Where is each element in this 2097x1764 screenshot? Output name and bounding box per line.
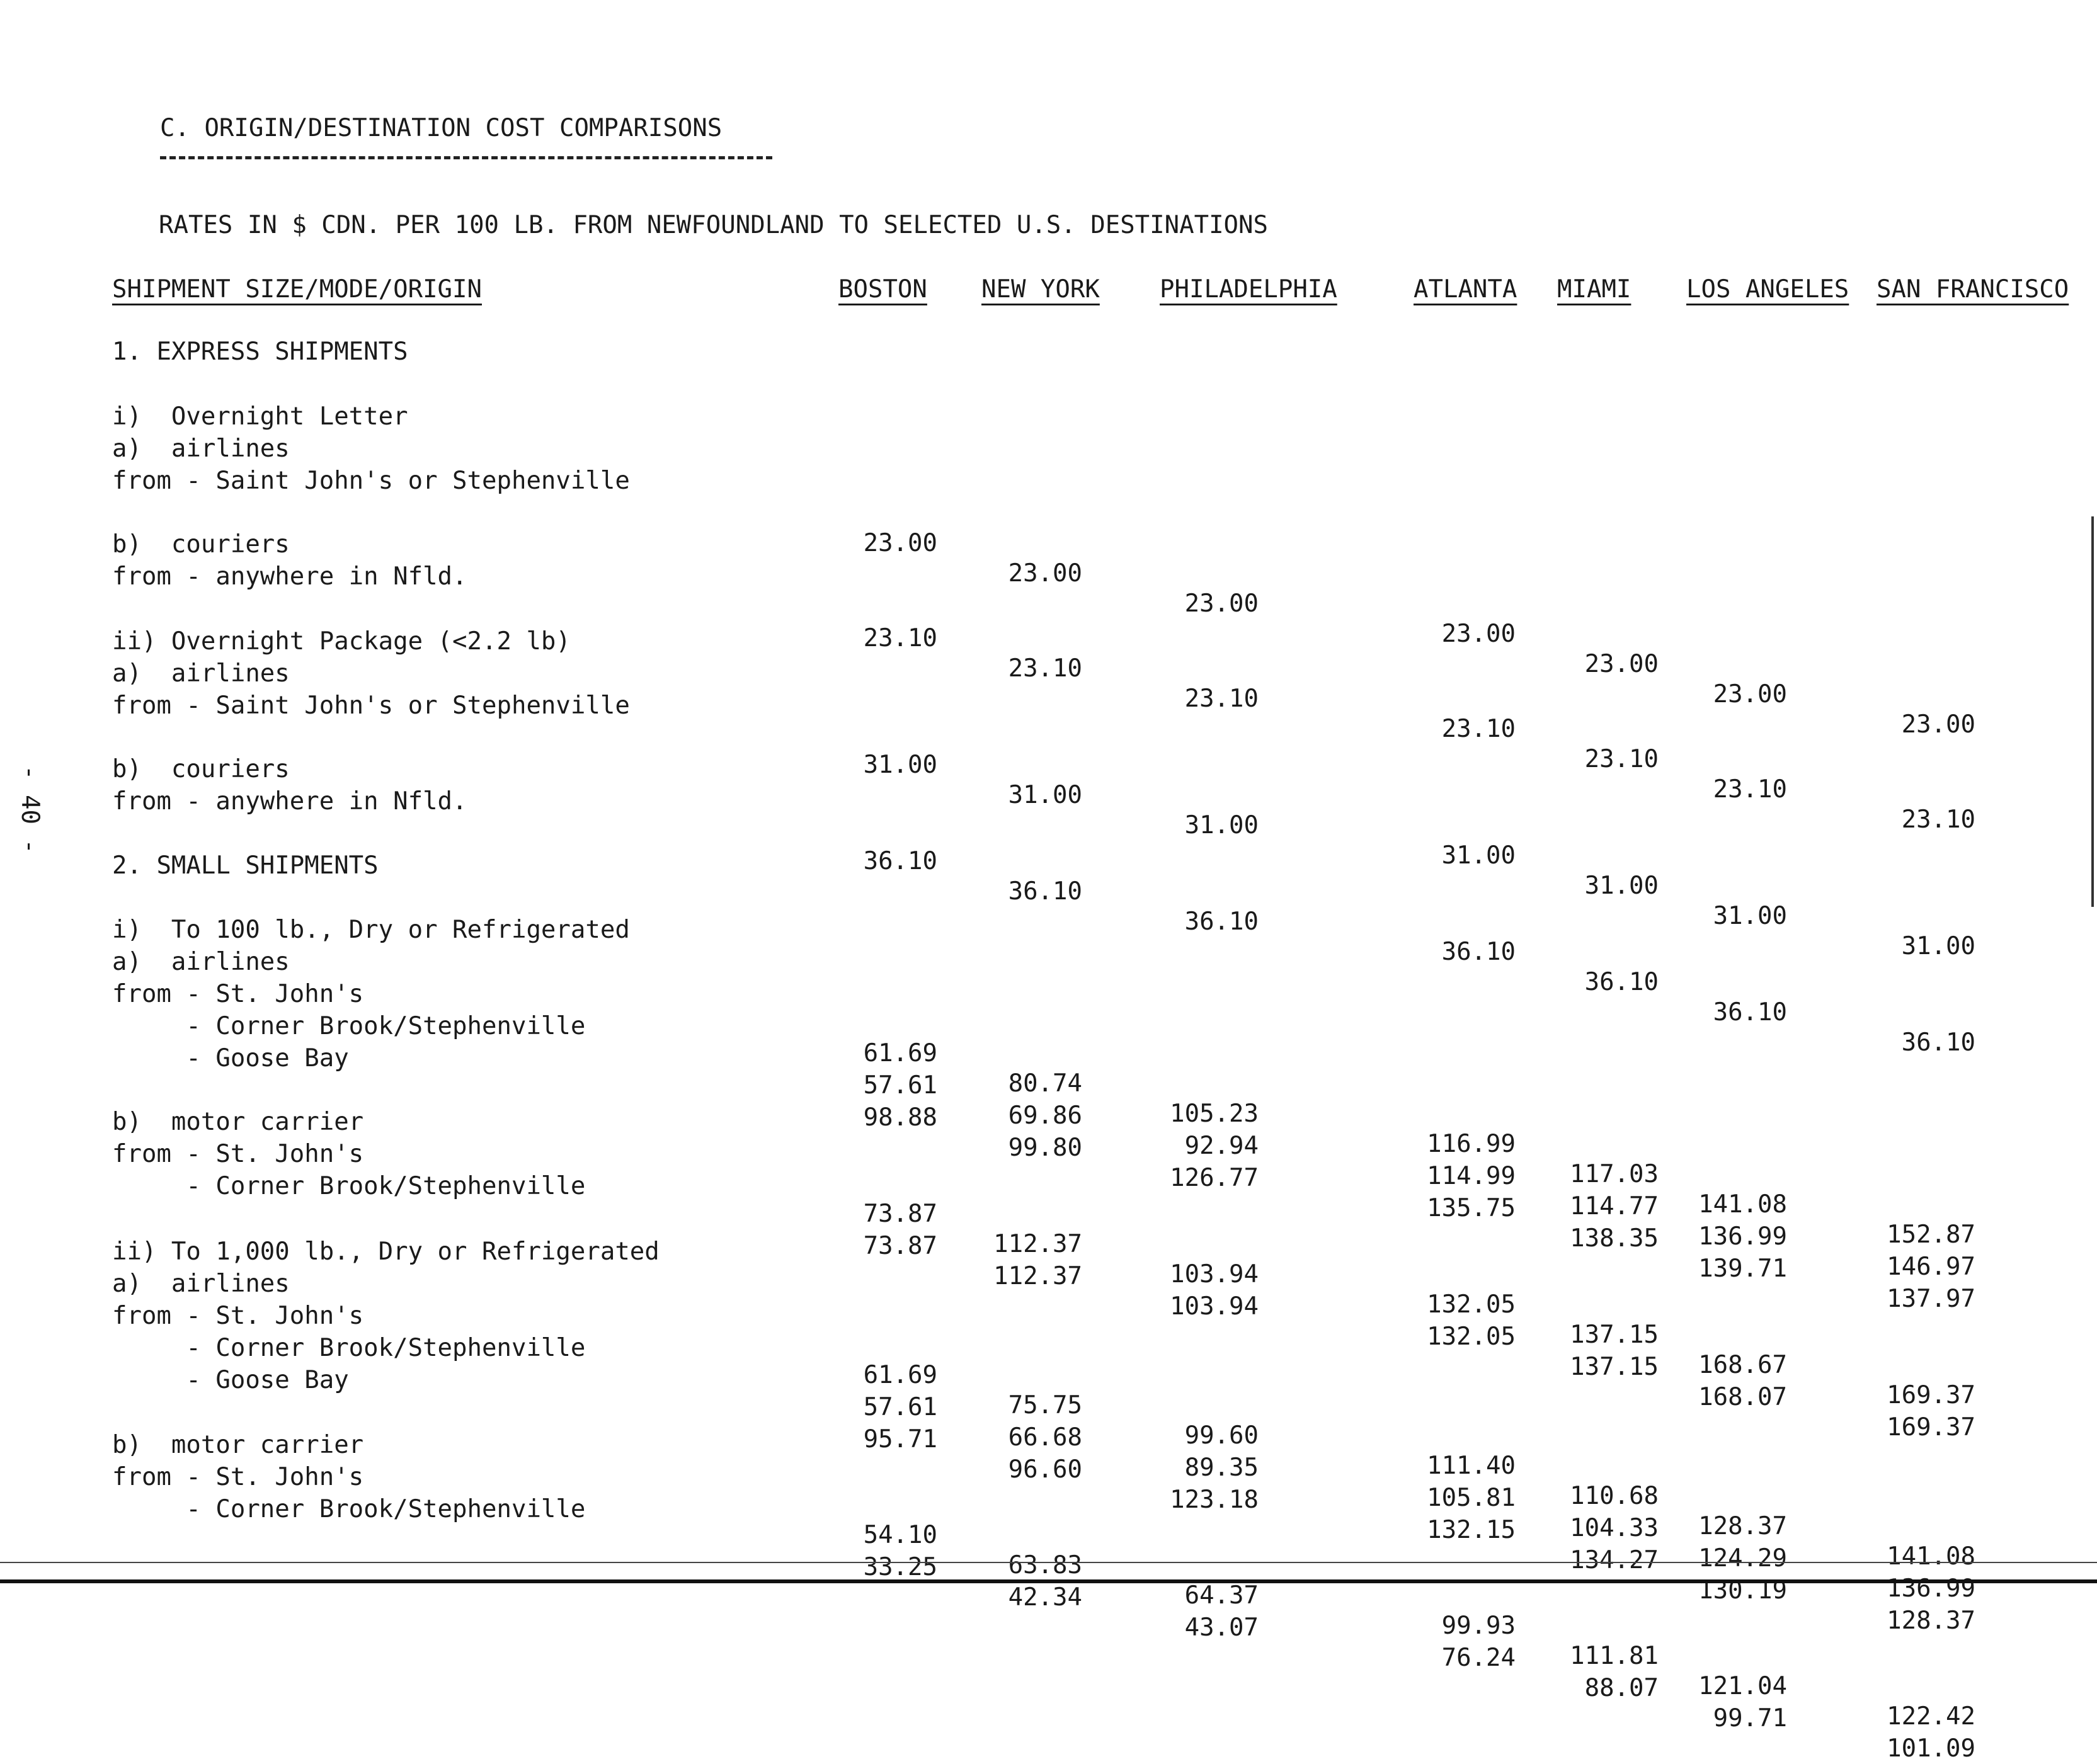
rate-boston: 36.10 (863, 847, 937, 875)
rate-los-angeles: 168.07 (1698, 1383, 1787, 1411)
rate-boston: 57.61 (863, 1393, 937, 1421)
item-overnight-package: ii) Overnight Package (<2.2 lb) (112, 627, 571, 656)
origin-label: from - St. John's (112, 1302, 364, 1330)
rate-los-angeles: 136.99 (1698, 1222, 1787, 1251)
rate-philadelphia: 99.60 (1184, 1421, 1259, 1450)
origin-label: - Goose Bay (112, 1366, 349, 1394)
rate-new-york: 36.10 (1008, 877, 1082, 906)
item-to-1000-lb: ii) To 1,000 lb., Dry or Refrigerated (112, 1238, 660, 1266)
rate-new-york: 112.37 (993, 1262, 1082, 1290)
mode-couriers: b) couriers (112, 530, 290, 559)
table-subtitle: RATES IN $ CDN. PER 100 LB. FROM NEWFOUNDLAND TO SELECTED U.S. DESTINATIONS (159, 211, 1268, 239)
rate-new-york: 23.00 (1008, 559, 1082, 588)
rate-miami: 110.68 (1570, 1482, 1659, 1510)
mode-motor-carrier: b) motor carrier (112, 1108, 364, 1136)
rate-miami: 23.00 (1584, 650, 1659, 678)
origin-label: - Corner Brook/Stephenville (112, 1495, 586, 1523)
item-overnight-letter: i) Overnight Letter (112, 402, 408, 431)
rate-new-york: 31.00 (1008, 781, 1082, 809)
rate-boston: 61.69 (863, 1039, 937, 1067)
rate-atlanta: 111.40 (1427, 1452, 1516, 1480)
rate-los-angeles: 141.08 (1698, 1190, 1787, 1219)
rate-los-angeles: 31.00 (1713, 902, 1787, 930)
bottom-rule (0, 1579, 2097, 1583)
rate-atlanta: 23.10 (1441, 715, 1516, 743)
origin-label: - Corner Brook/Stephenville (112, 1172, 586, 1200)
rate-san-francisco: 169.37 (1887, 1381, 1975, 1409)
rate-atlanta: 132.15 (1427, 1516, 1516, 1544)
rate-new-york: 42.34 (1008, 1583, 1082, 1612)
rate-san-francisco: 136.99 (1887, 1574, 1975, 1603)
rate-philadelphia: 89.35 (1184, 1454, 1259, 1482)
header-miami: MIAMI (1557, 275, 1631, 304)
origin-label: from - St. John's (112, 980, 364, 1008)
header-atlanta: ATLANTA (1414, 275, 1517, 304)
mode-airlines: a) airlines (112, 435, 290, 463)
rate-atlanta: 116.99 (1427, 1130, 1516, 1158)
header-boston: BOSTON (838, 275, 927, 304)
origin-label: from - Saint John's or Stephenville (112, 691, 630, 720)
rate-los-angeles: 121.04 (1698, 1672, 1787, 1700)
rate-los-angeles: 23.10 (1713, 775, 1787, 804)
header-new-york: NEW YORK (981, 275, 1100, 304)
rate-atlanta: 36.10 (1441, 938, 1516, 966)
rate-atlanta: 132.05 (1427, 1290, 1516, 1319)
rate-san-francisco: 146.97 (1887, 1253, 1975, 1281)
rate-philadelphia: 31.00 (1184, 811, 1259, 839)
rate-boston: 95.71 (863, 1425, 937, 1454)
mode-airlines: a) airlines (112, 659, 290, 688)
rate-miami: 31.00 (1584, 872, 1659, 900)
rate-boston: 61.69 (863, 1361, 937, 1389)
rate-san-francisco: 128.37 (1887, 1607, 1975, 1635)
rate-san-francisco: 169.37 (1887, 1413, 1975, 1442)
rate-philadelphia: 123.18 (1170, 1486, 1259, 1514)
rate-atlanta: 23.00 (1441, 620, 1516, 648)
origin-label: from - St. John's (112, 1140, 364, 1168)
rate-philadelphia: 23.00 (1184, 589, 1259, 618)
rate-miami: 134.27 (1570, 1546, 1659, 1574)
origin-label: from - anywhere in Nfld. (112, 562, 467, 591)
origin-label: from - Saint John's or Stephenville (112, 467, 630, 495)
rate-los-angeles: 130.19 (1698, 1576, 1787, 1605)
rate-new-york: 80.74 (1008, 1069, 1082, 1098)
section-express-shipments: 1. EXPRESS SHIPMENTS (112, 338, 408, 366)
rate-new-york: 23.10 (1008, 654, 1082, 683)
header-origin: SHIPMENT SIZE/MODE/ORIGIN (112, 275, 482, 304)
rate-atlanta: 105.81 (1427, 1484, 1516, 1512)
rate-new-york: 112.37 (993, 1230, 1082, 1258)
rate-atlanta: 132.05 (1427, 1323, 1516, 1351)
rate-boston: 73.87 (863, 1232, 937, 1260)
rate-new-york: 66.68 (1008, 1423, 1082, 1452)
rate-new-york: 69.86 (1008, 1101, 1082, 1130)
rate-new-york: 96.60 (1008, 1455, 1082, 1484)
rate-san-francisco: 152.87 (1887, 1221, 1975, 1249)
rate-boston: 54.10 (863, 1521, 937, 1549)
rate-philadelphia: 103.94 (1170, 1292, 1259, 1321)
header-philadelphia: PHILADELPHIA (1160, 275, 1337, 304)
rate-philadelphia: 103.94 (1170, 1260, 1259, 1289)
rate-philadelphia: 105.23 (1170, 1100, 1259, 1128)
rate-new-york: 63.83 (1008, 1551, 1082, 1579)
rate-philadelphia: 43.07 (1184, 1613, 1259, 1642)
header-los-angeles: LOS ANGELES (1686, 275, 1849, 304)
header-san-francisco: SAN FRANCISCO (1877, 275, 2069, 304)
item-to-100-lb: i) To 100 lb., Dry or Refrigerated (112, 916, 630, 944)
rate-san-francisco: 122.42 (1887, 1702, 1975, 1731)
rate-san-francisco: 137.97 (1887, 1285, 1975, 1313)
section-small-shipments: 2. SMALL SHIPMENTS (112, 851, 379, 880)
rate-philadelphia: 92.94 (1184, 1132, 1259, 1160)
rate-san-francisco: 31.00 (1901, 932, 1975, 960)
rate-miami: 104.33 (1570, 1514, 1659, 1542)
rate-miami: 117.03 (1570, 1160, 1659, 1188)
origin-label: - Corner Brook/Stephenville (112, 1012, 586, 1040)
rate-los-angeles: 139.71 (1698, 1255, 1787, 1283)
rate-miami: 138.35 (1570, 1224, 1659, 1253)
origin-label: - Goose Bay (112, 1044, 349, 1073)
section-title: C. ORIGIN/DESTINATION COST COMPARISONS (160, 114, 723, 142)
rate-los-angeles: 128.37 (1698, 1512, 1787, 1540)
rate-san-francisco: 23.10 (1901, 805, 1975, 834)
rate-new-york: 75.75 (1008, 1391, 1082, 1420)
rate-atlanta: 114.99 (1427, 1162, 1516, 1190)
rate-atlanta: 135.75 (1427, 1194, 1516, 1222)
rate-boston: 23.10 (863, 624, 937, 652)
origin-label: from - St. John's (112, 1463, 364, 1491)
mode-airlines: a) airlines (112, 1270, 290, 1298)
rate-miami: 114.77 (1570, 1192, 1659, 1221)
rate-miami: 137.15 (1570, 1353, 1659, 1381)
mode-motor-carrier: b) motor carrier (112, 1431, 364, 1459)
rate-san-francisco: 36.10 (1901, 1028, 1975, 1057)
page-number: - 40 - (16, 765, 44, 854)
rate-los-angeles: 168.67 (1698, 1351, 1787, 1379)
rate-atlanta: 99.93 (1441, 1612, 1516, 1640)
mode-airlines: a) airlines (112, 948, 290, 976)
rate-atlanta: 31.00 (1441, 841, 1516, 870)
rate-boston: 33.25 (863, 1553, 937, 1581)
scan-edge-line (2091, 516, 2094, 907)
rate-miami: 36.10 (1584, 968, 1659, 996)
origin-label: - Corner Brook/Stephenville (112, 1334, 586, 1362)
rate-los-angeles: 23.00 (1713, 680, 1787, 708)
rate-los-angeles: 124.29 (1698, 1544, 1787, 1573)
rate-boston: 57.61 (863, 1071, 937, 1100)
rate-boston: 31.00 (863, 751, 937, 779)
rate-san-francisco: 23.00 (1901, 710, 1975, 739)
title-underline (160, 156, 772, 159)
rate-philadelphia: 64.37 (1184, 1581, 1259, 1610)
bottom-rule-thin (0, 1562, 2097, 1563)
rate-boston: 23.00 (863, 529, 937, 557)
rate-philadelphia: 36.10 (1184, 908, 1259, 936)
mode-couriers: b) couriers (112, 755, 290, 783)
rate-los-angeles: 99.71 (1713, 1704, 1787, 1733)
rate-miami: 23.10 (1584, 745, 1659, 773)
rate-boston: 73.87 (863, 1200, 937, 1228)
rate-san-francisco: 141.08 (1887, 1542, 1975, 1571)
rate-atlanta: 76.24 (1441, 1644, 1516, 1672)
rate-miami: 88.07 (1584, 1674, 1659, 1702)
rate-miami: 137.15 (1570, 1321, 1659, 1349)
rate-miami: 111.81 (1570, 1642, 1659, 1670)
rate-los-angeles: 36.10 (1713, 998, 1787, 1027)
rate-san-francisco: 101.09 (1887, 1734, 1975, 1763)
rate-philadelphia: 126.77 (1170, 1164, 1259, 1192)
rate-boston: 98.88 (863, 1103, 937, 1132)
rate-philadelphia: 23.10 (1184, 685, 1259, 713)
rate-new-york: 99.80 (1008, 1134, 1082, 1162)
origin-label: from - anywhere in Nfld. (112, 787, 467, 816)
